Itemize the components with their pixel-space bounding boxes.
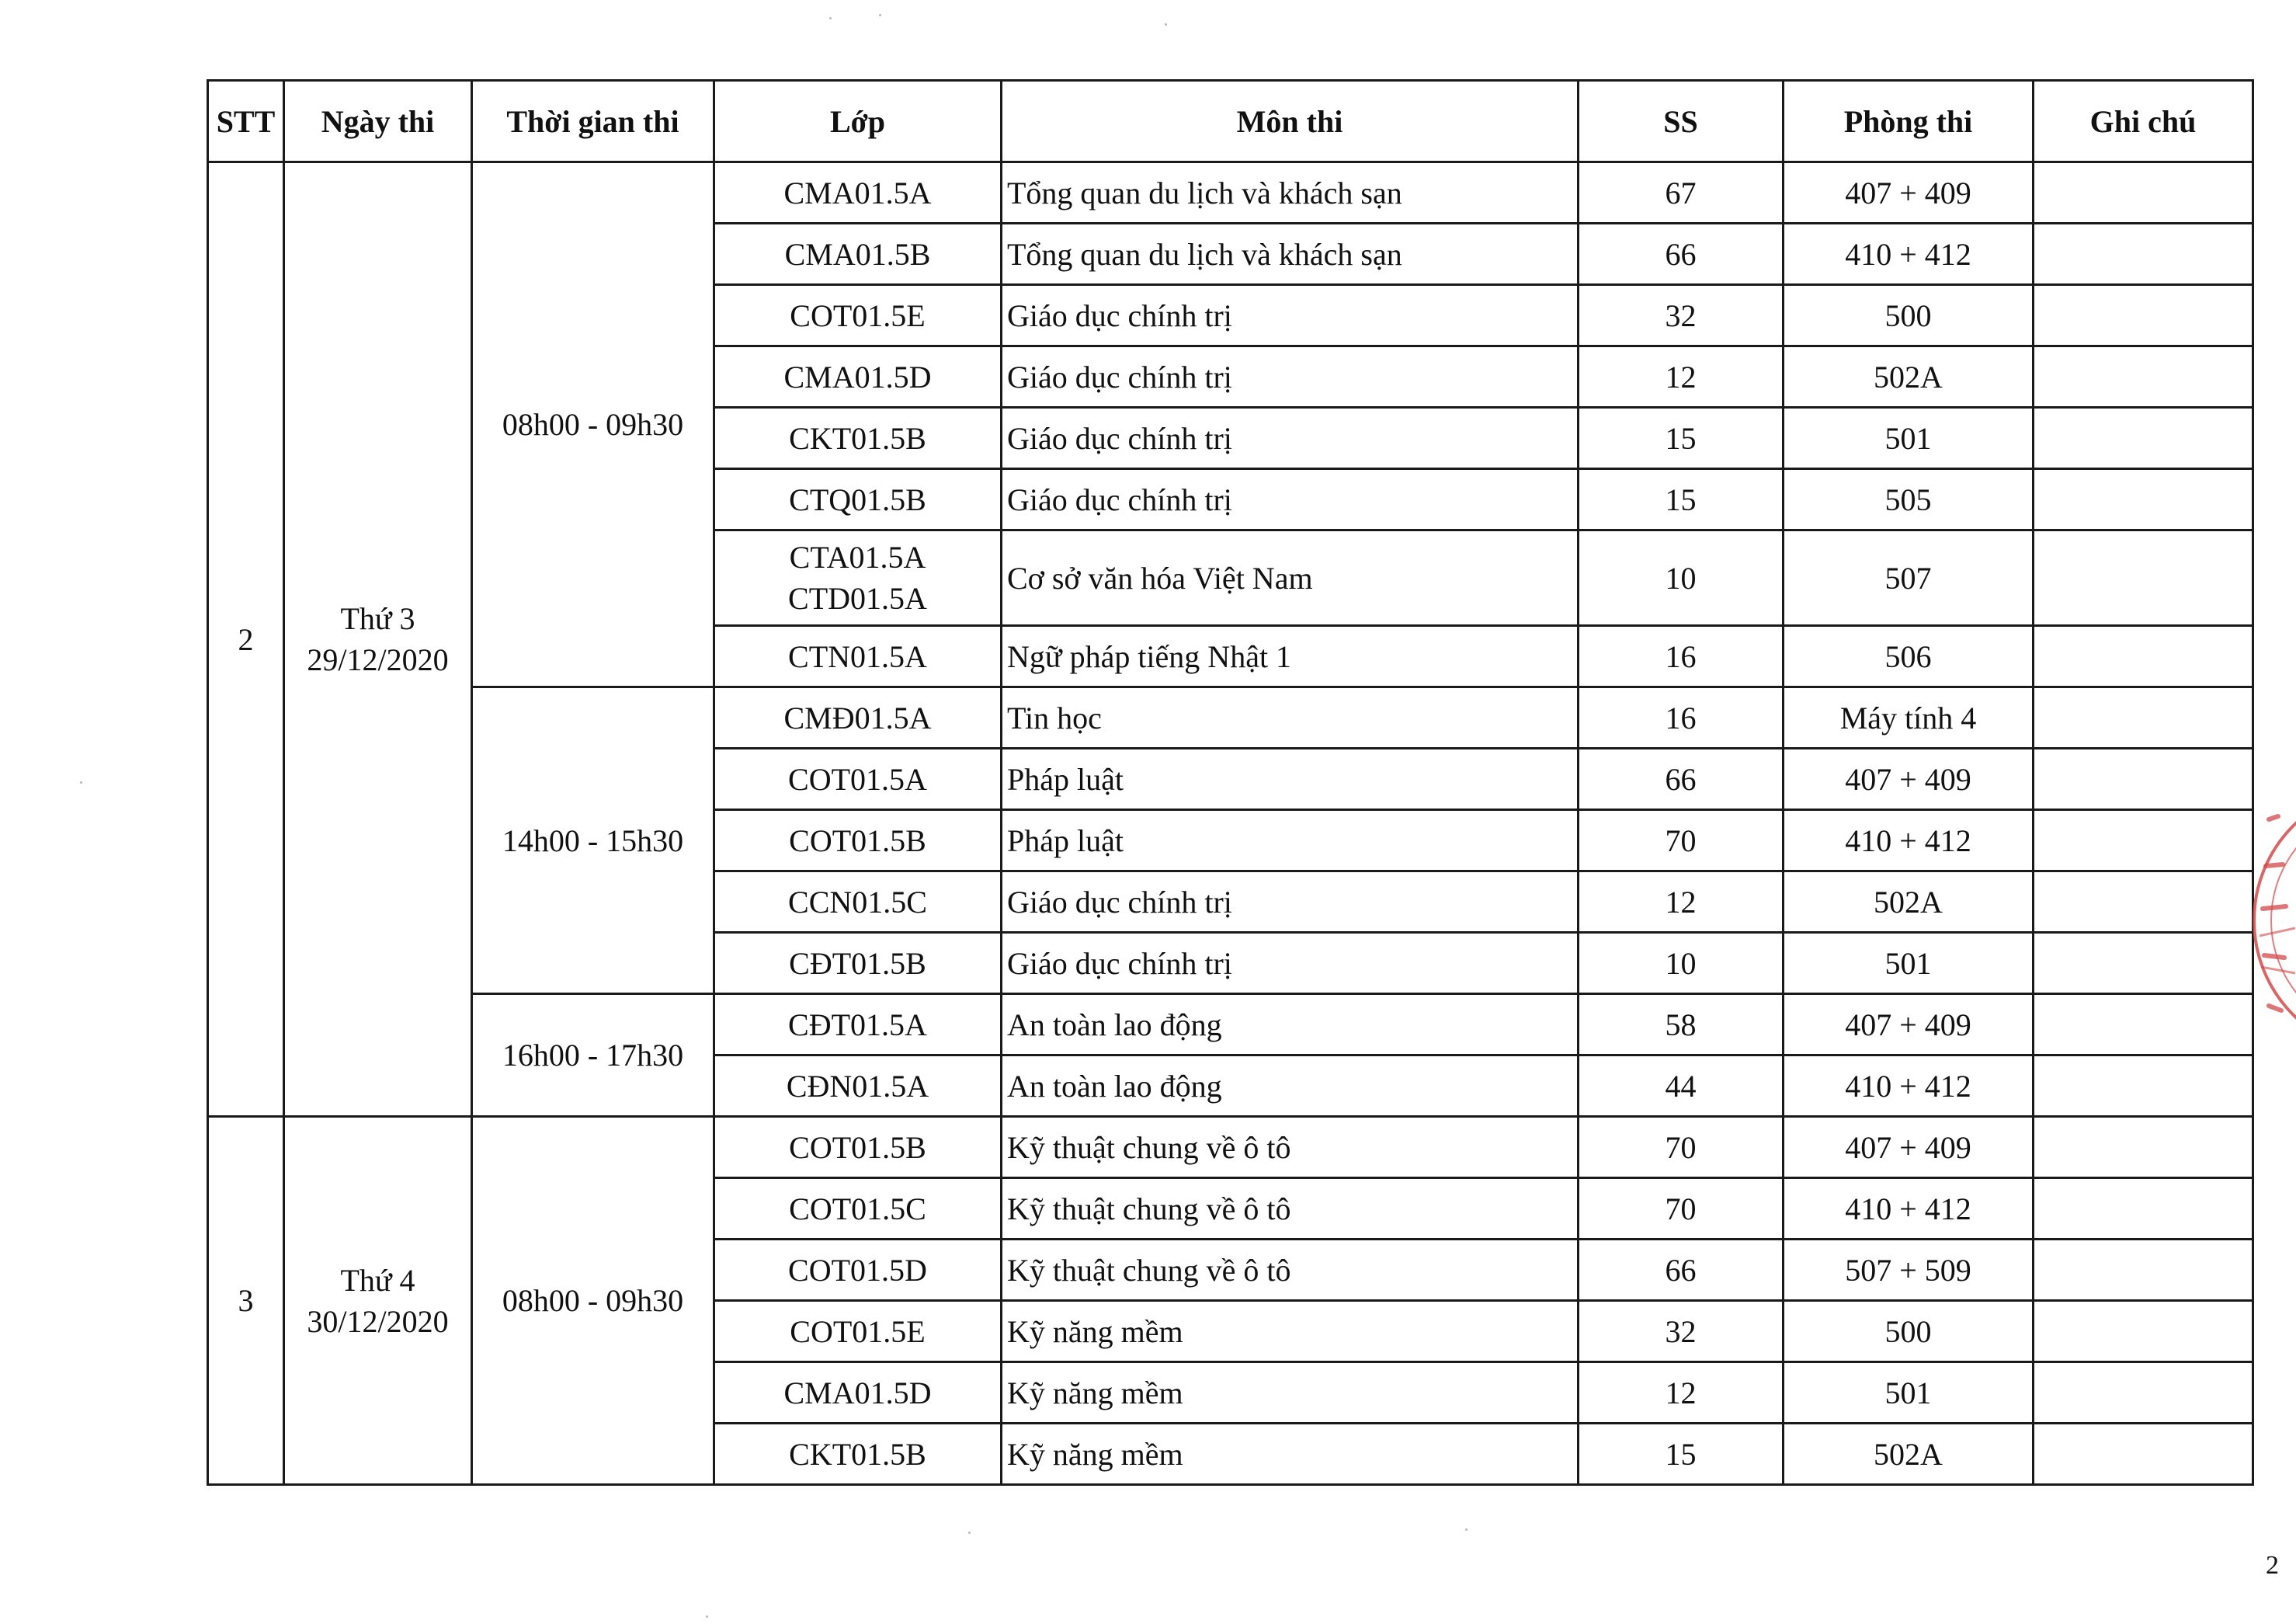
note-cell [2034,1055,2253,1117]
student-count-cell: 12 [1579,1362,1784,1424]
room-cell: 410 + 412 [1784,1055,2034,1117]
subject-cell: Giáo dục chính trị [1002,408,1579,469]
student-count-cell: 70 [1579,1117,1784,1178]
class-cell: CĐN01.5A [714,1055,1002,1117]
student-count-cell: 16 [1579,626,1784,687]
scan-speck [706,1615,708,1618]
note-cell [2034,994,2253,1055]
room-cell: 407 + 409 [1784,162,2034,224]
class-cell: COT01.5D [714,1240,1002,1301]
subject-cell: Tin học [1002,687,1579,749]
class-cell: CTQ01.5B [714,469,1002,530]
room-cell: 507 [1784,530,2034,626]
class-cell: CMA01.5D [714,1362,1002,1424]
note-cell [2034,1178,2253,1240]
student-count-cell: 10 [1579,933,1784,994]
stt-cell: 3 [208,1117,284,1485]
note-cell [2034,1424,2253,1485]
student-count-cell: 70 [1579,1178,1784,1240]
scan-speck [1465,1528,1468,1531]
room-cell: 407 + 409 [1784,994,2034,1055]
room-cell: 505 [1784,469,2034,530]
room-cell: 410 + 412 [1784,1178,2034,1240]
subject-cell: Cơ sở văn hóa Việt Nam [1002,530,1579,626]
room-cell: 407 + 409 [1784,749,2034,810]
note-cell [2034,530,2253,626]
header-thoi-gian-thi: Thời gian thi [472,81,714,162]
class-cell: CMA01.5B [714,224,1002,285]
note-cell [2034,871,2253,933]
exam-time-cell: 16h00 - 17h30 [472,994,714,1117]
exam-time-cell: 08h00 - 09h30 [472,1117,714,1485]
exam-date-cell [284,1117,472,1485]
subject-cell: Pháp luật [1002,749,1579,810]
room-cell: 502A [1784,1424,2034,1485]
room-cell: 507 + 509 [1784,1240,2034,1301]
exam-time-cell: 08h00 - 09h30 [472,162,714,687]
student-count-cell: 12 [1579,346,1784,408]
room-cell: 502A [1784,346,2034,408]
room-cell: 410 + 412 [1784,810,2034,871]
subject-cell: Giáo dục chính trị [1002,285,1579,346]
exam-date: 30/12/2020 [307,1303,449,1339]
table-row [208,687,2253,749]
table-row [208,994,2253,1055]
student-count-cell: 15 [1579,1424,1784,1485]
header-row [208,81,2253,162]
student-count-cell: 70 [1579,810,1784,871]
exam-date-cell [284,162,472,1117]
subject-cell: Giáo dục chính trị [1002,469,1579,530]
header-mon-thi: Môn thi [1002,81,1579,162]
note-cell [2034,933,2253,994]
table-body [208,162,2253,1485]
note-cell [2034,1117,2253,1178]
header-ss: SS [1579,81,1784,162]
class-cell: COT01.5E [714,285,1002,346]
subject-cell: Tổng quan du lịch và khách sạn [1002,224,1579,285]
student-count-cell: 66 [1579,1240,1784,1301]
note-cell [2034,687,2253,749]
official-seal-stamp [2252,773,2296,1068]
room-cell: 407 + 409 [1784,1117,2034,1178]
class-cell: CTN01.5A [714,626,1002,687]
page-number: 2 [2266,1551,2279,1580]
student-count-cell: 10 [1579,530,1784,626]
header-lop: Lớp [714,81,1002,162]
exam-day: Thứ 3 [340,601,415,636]
scan-speck [879,14,881,16]
class-cell: CMA01.5D [714,346,1002,408]
subject-cell: Giáo dục chính trị [1002,871,1579,933]
subject-cell: Giáo dục chính trị [1002,933,1579,994]
student-count-cell: 16 [1579,687,1784,749]
note-cell [2034,626,2253,687]
subject-cell: Kỹ năng mềm [1002,1301,1579,1362]
student-count-cell: 44 [1579,1055,1784,1117]
subject-cell: Tổng quan du lịch và khách sạn [1002,162,1579,224]
class-cell [714,530,1002,626]
class-cell: CĐT01.5B [714,933,1002,994]
student-count-cell: 66 [1579,224,1784,285]
subject-cell: An toàn lao động [1002,1055,1579,1117]
note-cell [2034,1240,2253,1301]
subject-cell: Kỹ thuật chung về ô tô [1002,1178,1579,1240]
note-cell [2034,224,2253,285]
student-count-cell: 32 [1579,1301,1784,1362]
exam-day: Thứ 4 [340,1262,415,1298]
note-cell [2034,162,2253,224]
room-cell: 500 [1784,285,2034,346]
subject-cell: Kỹ thuật chung về ô tô [1002,1117,1579,1178]
scan-speck [80,781,82,784]
room-cell: 501 [1784,1362,2034,1424]
class-cell: COT01.5A [714,749,1002,810]
header-phong-thi: Phòng thi [1784,81,2034,162]
table-row [208,1117,2253,1178]
note-cell [2034,1362,2253,1424]
room-cell: 506 [1784,626,2034,687]
class-cell: COT01.5B [714,1117,1002,1178]
class-line-1: CTA01.5A [789,540,926,575]
table-row [208,162,2253,224]
exam-date: 29/12/2020 [307,642,449,677]
subject-cell: Giáo dục chính trị [1002,346,1579,408]
class-cell: COT01.5E [714,1301,1002,1362]
class-cell: CCN01.5C [714,871,1002,933]
room-cell: Máy tính 4 [1784,687,2034,749]
student-count-cell: 67 [1579,162,1784,224]
note-cell [2034,749,2253,810]
scan-speck [968,1532,971,1534]
subject-cell: Kỹ thuật chung về ô tô [1002,1240,1579,1301]
student-count-cell: 15 [1579,408,1784,469]
scan-speck [1165,23,1167,26]
note-cell [2034,469,2253,530]
student-count-cell: 12 [1579,871,1784,933]
room-cell: 502A [1784,871,2034,933]
class-cell: COT01.5B [714,810,1002,871]
room-cell: 501 [1784,933,2034,994]
header-ngay-thi: Ngày thi [284,81,472,162]
student-count-cell: 15 [1579,469,1784,530]
header-stt: STT [208,81,284,162]
seal-icon [2252,773,2296,1068]
note-cell [2034,346,2253,408]
class-cell: CKT01.5B [714,1424,1002,1485]
note-cell [2034,1301,2253,1362]
subject-cell: An toàn lao động [1002,994,1579,1055]
note-cell [2034,285,2253,346]
subject-cell: Pháp luật [1002,810,1579,871]
class-cell: CKT01.5B [714,408,1002,469]
student-count-cell: 58 [1579,994,1784,1055]
room-cell: 500 [1784,1301,2034,1362]
subject-cell: Kỹ năng mềm [1002,1362,1579,1424]
subject-cell: Kỹ năng mềm [1002,1424,1579,1485]
room-cell: 410 + 412 [1784,224,2034,285]
note-cell [2034,810,2253,871]
note-cell [2034,408,2253,469]
class-cell: CĐT01.5A [714,994,1002,1055]
student-count-cell: 66 [1579,749,1784,810]
class-cell: COT01.5C [714,1178,1002,1240]
student-count-cell: 32 [1579,285,1784,346]
scan-speck [829,17,832,19]
stt-cell: 2 [208,162,284,1117]
exam-time-cell: 14h00 - 15h30 [472,687,714,994]
subject-cell: Ngữ pháp tiếng Nhật 1 [1002,626,1579,687]
room-cell: 501 [1784,408,2034,469]
header-ghi-chu: Ghi chú [2034,81,2253,162]
class-cell: CMĐ01.5A [714,687,1002,749]
class-line-2: CTD01.5A [788,581,927,616]
class-cell: CMA01.5A [714,162,1002,224]
exam-schedule-table [207,79,2254,1486]
